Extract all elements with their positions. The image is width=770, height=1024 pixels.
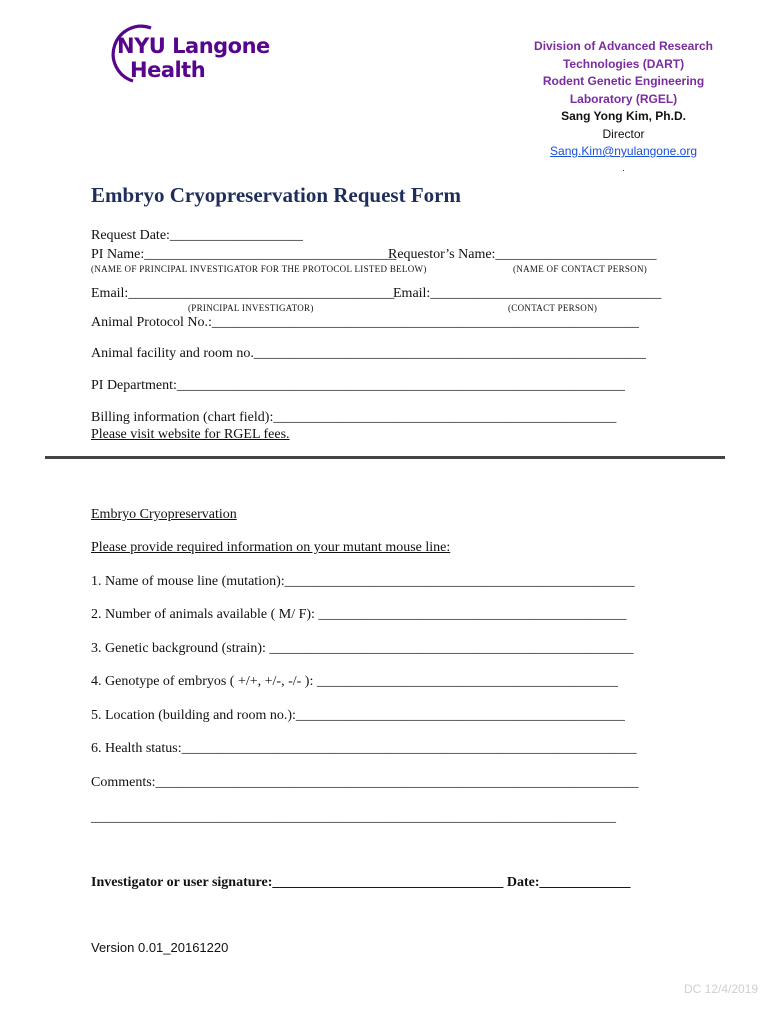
lab-line-1: Rodent Genetic Engineering (542, 74, 705, 88)
pi-email-field[interactable]: Email:______________________________________ (91, 286, 395, 301)
embryo-genotype-field[interactable]: 4. Genotype of embryos ( +/+, +/-, -/- ): ___________________________________________ (91, 674, 618, 689)
animal-protocol-field[interactable]: Animal Protocol No.:_____________________________________________________________ (91, 315, 639, 330)
division-line-1: Division of Advanced Research (534, 39, 713, 53)
animal-facility-field[interactable]: Animal facility and room no.________________________________________________________ (91, 346, 646, 361)
request-date-field[interactable]: Request Date:___________________ (91, 228, 303, 243)
director-email-link[interactable]: Sang.Kim@nyulangone.org (550, 144, 697, 158)
header-dot: . (622, 162, 625, 173)
director-title: Director (602, 126, 645, 141)
animals-available-field[interactable]: 2. Number of animals available ( M/ F): ____________________________________________ (91, 607, 627, 622)
contact-email-note: (CONTACT PERSON) (508, 303, 598, 313)
pi-department-field[interactable]: PI Department:________________________________________________________________ (91, 378, 625, 393)
document-stamp: DC 12/4/2019 (684, 982, 759, 996)
section-heading: Embryo Cryopreservation (91, 507, 237, 522)
health-status-field[interactable]: 6. Health status:_________________________________________________________________ (91, 741, 637, 756)
header-contact-block (534, 38, 713, 175)
pi-name-field[interactable]: PI Name:____________________________________ (91, 247, 397, 262)
division-line-2: Technologies (DART) (562, 56, 685, 71)
mouse-line-field[interactable]: 1. Name of mouse line (mutation):__________________________________________________ (91, 574, 635, 589)
requestor-name-note: (NAME OF CONTACT PERSON) (513, 264, 648, 274)
pi-email-note: (PRINCIPAL INVESTIGATOR) (188, 303, 314, 313)
page-title: Embryo Cryopreservation Request Form (91, 183, 461, 207)
signature-date-field[interactable]: Investigator or user signature:_________________________________ Date:_____________ (91, 875, 631, 890)
logo-line1: NYU Langone (117, 34, 270, 58)
genetic-background-field[interactable]: 3. Genetic background (strain): ____________________________________________________ (91, 641, 634, 656)
requestor-name-field[interactable]: Requestor’s Name:_______________________ (388, 247, 657, 262)
location-field[interactable]: 5. Location (building and room no.):_______________________________________________ (91, 708, 625, 723)
rgel-fees-link[interactable]: Please visit website for RGEL fees. (91, 427, 290, 442)
lab-line-2: Laboratory (RGEL) (569, 91, 678, 106)
logo-line2: Health (130, 58, 206, 82)
logo-wordmark (117, 34, 270, 82)
version-label: Version 0.01_20161220 (91, 940, 229, 955)
pi-name-note: (NAME OF PRINCIPAL INVESTIGATOR FOR THE PROTOCOL LISTED BELOW) (91, 264, 427, 274)
director-name: Sang Yong Kim, Ph.D. (561, 109, 686, 123)
billing-field[interactable]: Billing information (chart field):_________________________________________________ (91, 410, 617, 425)
nyu-langone-logo (103, 22, 270, 84)
contact-email-field[interactable]: Email:_________________________________ (393, 286, 662, 301)
section-instructions: Please provide required information on your mutant mouse line: (91, 540, 451, 555)
section-divider (45, 456, 725, 459)
comments-field[interactable]: Comments:_____________________________________________________________________ (91, 775, 639, 790)
comments-extra-line[interactable]: ___________________________________________________________________________ (91, 810, 616, 825)
